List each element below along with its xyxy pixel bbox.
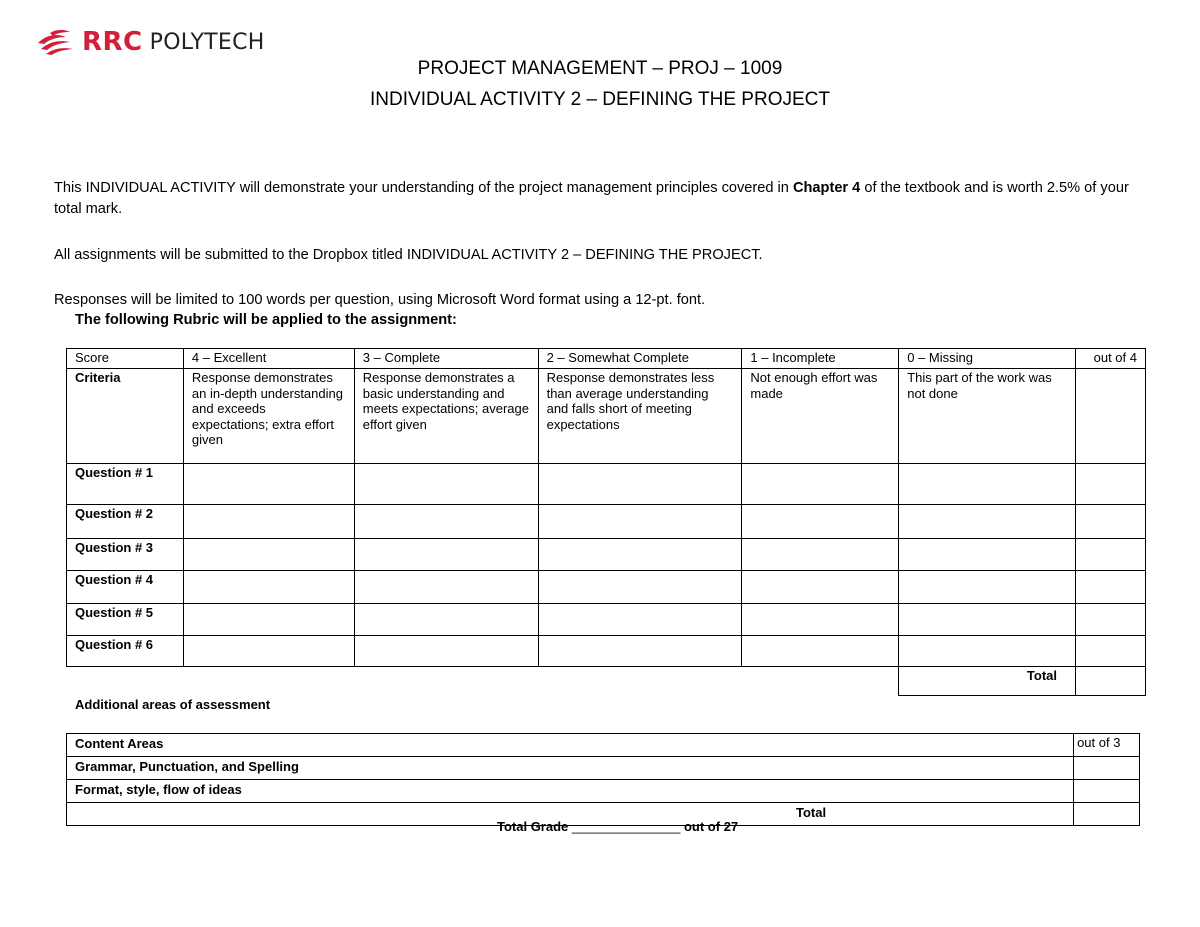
criteria-somewhat-complete: Response demonstrates less than average understanding and falls short of meeting expectations [538, 369, 742, 464]
score-cell [354, 571, 538, 604]
score-cell [538, 604, 742, 636]
score-cell [742, 539, 899, 571]
rrc-polytech-logo [36, 26, 265, 58]
rubric-table [66, 348, 1146, 696]
question-row [67, 464, 1146, 505]
question-row [67, 539, 1146, 571]
score-cell [354, 636, 538, 667]
header-complete: 3 – Complete [354, 349, 538, 369]
score-cell [742, 571, 899, 604]
total-grade-suffix: out of 27 [683, 819, 739, 834]
header-score: Score [67, 349, 184, 369]
criteria-excellent: Response demonstrates an in-depth understanding and exceeds expectations; extra effort given [183, 369, 354, 464]
additional-assessment-table [66, 733, 1140, 826]
score-cell [538, 636, 742, 667]
content-total-cell [1074, 803, 1140, 826]
additional-heading: Additional areas of assessment [75, 697, 271, 712]
score-cell [1076, 505, 1146, 539]
score-cell [899, 571, 1076, 604]
question-label: Question # 2 [67, 505, 184, 539]
score-cell [1076, 571, 1146, 604]
score-cell [742, 464, 899, 505]
criteria-complete: Response demonstrates a basic understanding and meets expectations; average effort given [354, 369, 538, 464]
grammar-label: Grammar, Punctuation, and Spelling [67, 757, 1074, 780]
score-cell [1074, 757, 1140, 780]
question-row [67, 636, 1146, 667]
header-incomplete: 1 – Incomplete [742, 349, 899, 369]
flame-leaf-icon [36, 27, 76, 57]
score-cell [1076, 636, 1146, 667]
rubric-total-row [67, 667, 1146, 696]
content-row [67, 780, 1140, 803]
logo-brand: RRC [82, 27, 143, 57]
question-row [67, 604, 1146, 636]
rubric-header-row [67, 349, 1146, 369]
document-subtitle: INDIVIDUAL ACTIVITY 2 – DEFINING THE PROJECT [370, 89, 830, 110]
criteria-row [67, 369, 1146, 464]
score-cell [183, 571, 354, 604]
question-label: Question # 6 [67, 636, 184, 667]
criteria-missing: This part of the work was not done [899, 369, 1076, 464]
document-title: PROJECT MANAGEMENT – PROJ – 1009 [417, 58, 783, 79]
score-cell [899, 604, 1076, 636]
out-of-label: out of 3 [1074, 734, 1140, 757]
score-cell [899, 464, 1076, 505]
score-cell [354, 604, 538, 636]
score-cell [538, 505, 742, 539]
rubric-heading: The following Rubric will be applied to the assignment: [75, 312, 457, 328]
criteria-score-cell [1076, 369, 1146, 464]
score-cell [742, 636, 899, 667]
content-row [67, 757, 1140, 780]
score-cell [899, 636, 1076, 667]
content-total-label: Total [67, 803, 1074, 826]
score-cell [354, 464, 538, 505]
header-excellent: 4 – Excellent [183, 349, 354, 369]
content-areas-label: Content Areas [67, 734, 1074, 757]
score-cell [1076, 464, 1146, 505]
question-row [67, 505, 1146, 539]
score-cell [899, 539, 1076, 571]
format-label: Format, style, flow of ideas [67, 780, 1074, 803]
score-cell [742, 604, 899, 636]
score-cell [183, 539, 354, 571]
total-grade-line [497, 819, 738, 834]
intro-paragraph-1: This INDIVIDUAL ACTIVITY will demonstrate your understanding of the project management principles covered in Chapter 4 of the textbook and is worth 2.5% of your total mark. [54, 180, 1129, 217]
criteria-label: Criteria [67, 369, 184, 464]
score-cell [538, 571, 742, 604]
score-cell [1076, 604, 1146, 636]
rubric-total-label: Total [899, 667, 1076, 696]
criteria-incomplete: Not enough effort was made [742, 369, 899, 464]
total-grade-label: Total Grade [497, 819, 569, 834]
question-label: Question # 3 [67, 539, 184, 571]
score-cell [354, 539, 538, 571]
intro-paragraph-2: All assignments will be submitted to the Dropbox titled INDIVIDUAL ACTIVITY 2 – DEFINING THE PROJECT. [54, 247, 763, 263]
score-cell [183, 464, 354, 505]
score-cell [1074, 780, 1140, 803]
score-cell [538, 464, 742, 505]
logo-subtitle: POLYTECH [149, 29, 265, 55]
score-cell [354, 505, 538, 539]
content-row [67, 734, 1140, 757]
header-somewhat-complete: 2 – Somewhat Complete [538, 349, 742, 369]
score-cell [183, 636, 354, 667]
score-cell [742, 505, 899, 539]
header-out-of: out of 4 [1076, 349, 1146, 369]
question-label: Question # 5 [67, 604, 184, 636]
score-cell [183, 604, 354, 636]
score-cell [1076, 539, 1146, 571]
header-missing: 0 – Missing [899, 349, 1076, 369]
question-label: Question # 1 [67, 464, 184, 505]
intro-paragraph-3: Responses will be limited to 100 words per question, using Microsoft Word format using a 12-pt. font. [54, 292, 706, 308]
question-row [67, 571, 1146, 604]
score-cell [899, 505, 1076, 539]
score-cell [538, 539, 742, 571]
rubric-total-cell [1076, 667, 1146, 696]
total-grade-blank: _______________ [571, 819, 681, 834]
question-label: Question # 4 [67, 571, 184, 604]
score-cell [183, 505, 354, 539]
